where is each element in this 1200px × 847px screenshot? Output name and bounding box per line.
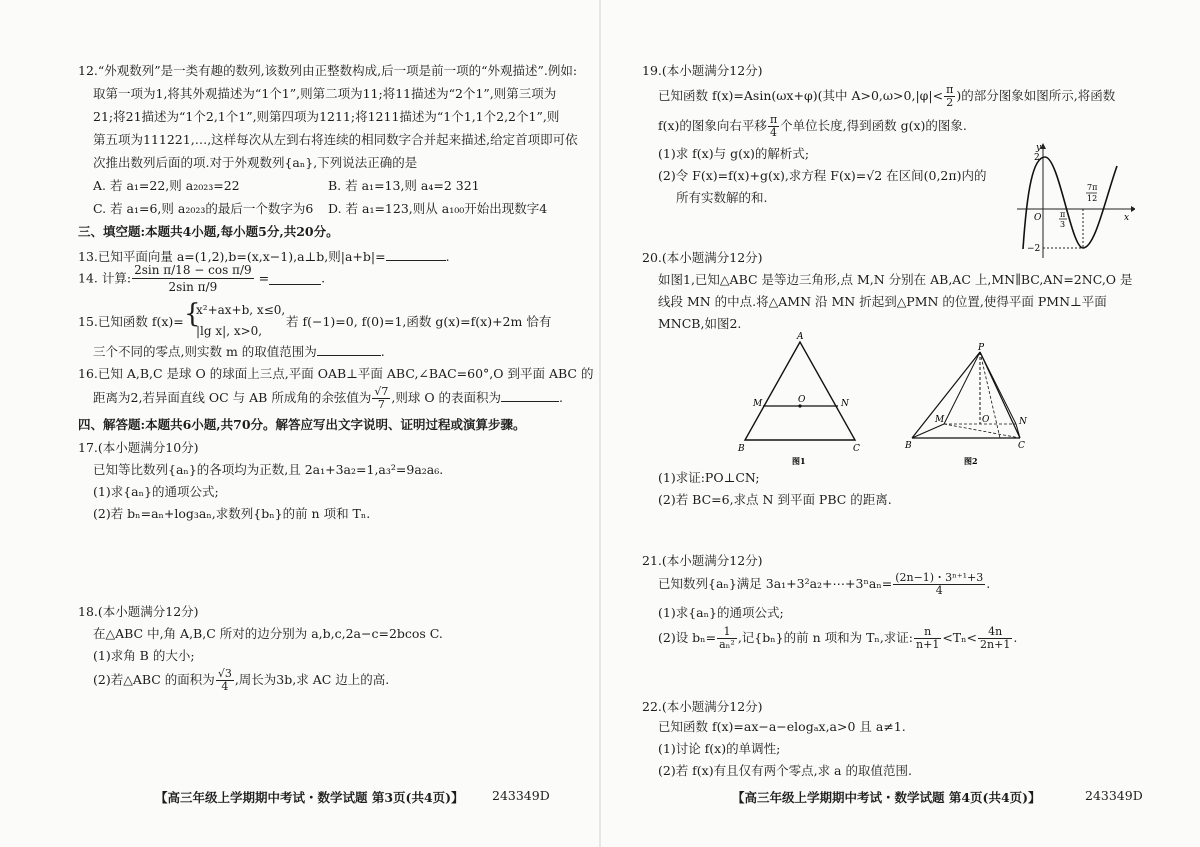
graph-tick1-num: π	[1060, 210, 1066, 219]
q18-line2: (1)求角 B 的大小;	[93, 648, 195, 663]
q20-figure-1	[735, 330, 865, 465]
q21-frac-lower-num: n	[914, 626, 941, 639]
q13-text: 13.已知平面向量 a=(1,2),b=(x,x−1),a⊥b,则|a+b|=	[78, 249, 386, 264]
graph-tick2-num: 7π	[1087, 183, 1098, 192]
q16-line1: 16.已知 A,B,C 是球 O 的球面上三点,平面 OAB⊥平面 ABC,∠BAC=60°,O 到平面 ABC 的	[78, 366, 594, 381]
q13: 13.已知平面向量 a=(1,2),b=(x,x−1),a⊥b,则|a+b|= .	[78, 249, 450, 264]
q19-sine-graph	[1015, 140, 1135, 260]
graph-y-bottom: −2	[1027, 244, 1041, 254]
q19-line2-end: 个单位长度,得到函数 g(x)的图象.	[780, 118, 967, 133]
q17-line3: (2)若 bₙ=aₙ+log₃aₙ,求数列{bₙ}的前 n 项和 Tₙ.	[93, 506, 371, 521]
q18-line3	[93, 668, 389, 693]
q18-line1: 在△ABC 中,角 A,B,C 所对的边分别为 a,b,c,2a−c=2bcos C.	[93, 626, 443, 641]
right-exam-code: 243349D	[1085, 788, 1143, 803]
q22-part1: (1)讨论 f(x)的单调性;	[658, 741, 781, 756]
q17-line1: 已知等比数列{aₙ}的各项均为正数,且 2a₁+3a₂=1,a₃²=9a₂a₆.	[93, 462, 444, 477]
section-4-heading: 四、解答题:本题共6小题,共70分。解答应写出文字说明、证明过程或演算步骤。	[78, 417, 526, 432]
edge-pm	[944, 352, 980, 424]
q16-line2-text: 距离为2,若异面直线 OC 与 AB 所成角的余弦值为	[93, 390, 372, 405]
fig2-caption: 图2	[964, 456, 978, 465]
q14-fraction	[132, 262, 254, 295]
dash-mc	[944, 424, 1020, 438]
q19-frac2	[768, 114, 779, 139]
graph-tick1-den: 3	[1060, 220, 1066, 229]
q21-frac-upper	[978, 626, 1012, 651]
q16-frac-den: 7	[377, 398, 385, 411]
fig1-label-o: O	[798, 395, 806, 405]
q21-frac-lower-den: n+1	[916, 638, 940, 651]
q22-part2: (2)若 f(x)有且仅有两个零点,求 a 的取值范围.	[658, 763, 912, 778]
fig2-label-c: C	[1018, 441, 1025, 451]
q12-option-b: B. 若 a₁=13,则 a₄=2 321	[328, 178, 480, 193]
triangle-abc	[745, 342, 855, 440]
fig2-label-n: N	[1019, 417, 1027, 427]
q18-line3-end: ,周长为3b,求 AC 边上的高.	[234, 672, 390, 687]
q21-part2-ineq: <Tₙ<	[942, 630, 978, 645]
q20-figure-2	[902, 340, 1037, 465]
graph-x-label: x	[1124, 213, 1130, 223]
q14-label: 14. 计算:	[78, 270, 132, 286]
q12-line2: 取第一项为1,将其外观描述为“1个1”,则第二项为11;将11描述为“2个1”,则第三项为	[93, 86, 557, 101]
q12-line4: 第五项为111221,…,这样每次从左到右将连续的相同数字合并起来描述,给定首项即可依	[93, 132, 578, 147]
q19-frac1	[944, 84, 955, 109]
q22-line1: 已知函数 f(x)=ax−a−elogₐx,a>0 且 a≠1.	[658, 719, 906, 734]
fig1-label-m: M	[753, 399, 763, 409]
q16-line2-end: ,则球 O 的表面积为	[391, 390, 502, 405]
q17-line2: (1)求{aₙ}的通项公式;	[93, 484, 219, 499]
q14-numerator: 2sin π/18 − cos π/9	[134, 263, 252, 277]
q18-line3-text: (2)若△ABC 的面积为	[93, 672, 215, 687]
q19-line1-end: )的部分图象如图所示,将函数	[956, 88, 1116, 103]
q20-part2: (2)若 BC=6,求点 N 到平面 PBC 的距离.	[658, 492, 892, 507]
edge-pb	[912, 352, 980, 438]
q21-frac-b-den: aₙ²	[719, 638, 735, 651]
q15-line2-text: 三个不同的零点,则实数 m 的取值范围为	[93, 344, 317, 359]
q19-line3: (1)求 f(x)与 g(x)的解析式;	[658, 146, 810, 161]
graph-y-label: y	[1036, 143, 1042, 153]
q15-label: 15.已知函数 f(x)=	[78, 314, 184, 329]
graph-y-top: 2	[1034, 153, 1040, 163]
q17-heading: 17.(本小题满分10分)	[78, 440, 199, 455]
q14-blank	[269, 272, 321, 285]
q21-heading: 21.(本小题满分12分)	[642, 553, 763, 568]
left-footer: 【高三年级上学期期中考试・数学试题 第3页(共4页)】	[155, 790, 464, 805]
q18-heading: 18.(本小题满分12分)	[78, 604, 199, 619]
q19-line2-text: f(x)的图象向右平移	[658, 118, 767, 133]
q19-frac2-num: π	[769, 113, 778, 126]
q14: 14. 计算: $\frac{\text{2sin π/18 − cos π/9}}{\text{2sin π/9}}$ = .	[78, 263, 326, 294]
dash-line	[980, 352, 1000, 438]
q21-frac-b-num: 1	[717, 626, 737, 639]
q18-frac-num: √3	[217, 667, 232, 680]
q21-part2	[658, 626, 1017, 651]
q18-frac-den: 4	[221, 680, 229, 693]
q19-line1	[658, 84, 1115, 109]
q20-part1: (1)求证:PO⊥CN;	[658, 470, 760, 485]
q16-blank	[501, 389, 559, 402]
q12-line5: 次推出数列后面的项.对于外观数列{aₙ},下列说法正确的是	[93, 155, 418, 170]
q19-frac2-den: 4	[770, 126, 778, 139]
q21-line1-text: 已知数列{aₙ}满足 3a₁+3²a₂+⋯+3ⁿaₙ=	[658, 576, 893, 591]
fig1-label-b: B	[738, 444, 745, 454]
q21-part2-text: (2)设 bₙ=	[658, 630, 717, 645]
right-page	[600, 0, 1200, 847]
q13-blank	[386, 248, 446, 261]
graph-origin: O	[1034, 213, 1042, 223]
q18-fraction	[216, 668, 234, 693]
q21-frac-upper-num: 4n	[978, 626, 1012, 639]
q21-frac1-den: 4	[935, 584, 943, 597]
fig1-caption: 图1	[792, 456, 806, 465]
q19-line2	[658, 114, 967, 139]
q16-fraction	[372, 386, 390, 411]
q15-blank	[317, 343, 381, 356]
q20-line2: 线段 MN 的中点.将△AMN 沿 MN 折起到△PMN 的位置,使得平面 PMN⊥平面	[658, 294, 1107, 309]
q12-option-d: D. 若 a₁=123,则从 a₁₀₀开始出现数字4	[328, 201, 548, 216]
q12-option-a: A. 若 a₁=22,则 a₂₀₂₃=22	[93, 178, 240, 193]
edge-pn	[980, 352, 1016, 424]
q21-frac-b	[717, 626, 737, 651]
fig2-label-b: B	[905, 441, 912, 451]
q21-frac-lower	[914, 626, 941, 651]
q15-brace: {	[184, 299, 201, 329]
q19-frac1-den: 2	[946, 96, 954, 109]
q21-frac-upper-den: 2n+1	[980, 638, 1011, 651]
q16-line2: 距离为2,若异面直线 OC 与 AB 所成角的余弦值为 $\frac{√7}{7}$ ,则球 O 的表面积为 .	[93, 385, 564, 411]
q20-line1: 如图1,已知△ABC 是等边三角形,点 M,N 分别在 AB,AC 上,MN∥BC,AN=2NC,O 是	[658, 272, 1133, 287]
q12-line3: 21;将21描述为“1个2,1个1”,则第四项为1211;将1211描述为“1个1,1个2,2个1”,则	[93, 109, 560, 124]
q21-frac1	[893, 572, 985, 597]
q12-option-c: C. 若 a₁=6,则 a₂₀₂₃的最后一个数字为6	[93, 201, 314, 216]
fig2-label-o: O	[982, 415, 990, 425]
q21-line1-end: .	[986, 576, 991, 591]
fig1-label-n: N	[841, 399, 849, 409]
q21-part1: (1)求{aₙ}的通项公式;	[658, 605, 784, 620]
section-3-heading: 三、填空题:本题共4小题,每小题5分,共20分。	[78, 224, 339, 239]
q19-line4: (2)令 F(x)=f(x)+g(x),求方程 F(x)=√2 在区间(0,2π)内的	[658, 168, 987, 183]
q15-case2: |lg x|, x>0,	[196, 324, 263, 338]
q21-part2-end: .	[1013, 630, 1018, 645]
right-footer: 【高三年级上学期期中考试・数学试题 第4页(共4页)】	[732, 790, 1041, 805]
q15-case1: x²+ax+b, x≤0,	[196, 303, 286, 317]
q21-line1	[658, 572, 990, 597]
q19-line1-text: 已知函数 f(x)=Asin(ωx+φ)(其中 A>0,ω>0,|φ|<	[658, 88, 944, 103]
x-axis-arrow	[1131, 206, 1135, 212]
q15-condition: 若 f(−1)=0, f(0)=1,函数 g(x)=f(x)+2m 恰有	[286, 314, 552, 329]
q21-part2-mid: ,记{bₙ}的前 n 项和为 Tₙ,求证:	[737, 630, 914, 645]
q19-heading: 19.(本小题满分12分)	[642, 63, 763, 78]
fig2-label-m: M	[935, 415, 945, 425]
fig1-label-a: A	[797, 332, 804, 342]
sine-curve	[1023, 157, 1117, 249]
fig2-label-p: P	[978, 343, 985, 353]
q21-frac1-num: (2n−1)・3ⁿ⁺¹+3	[895, 571, 984, 584]
q19-frac1-num: π	[946, 83, 954, 96]
fig1-label-c: C	[853, 444, 860, 454]
q14-denominator: 2sin π/9	[168, 280, 218, 294]
graph-tick2-den: 12	[1087, 194, 1098, 203]
q15-line2: 三个不同的零点,则实数 m 的取值范围为 .	[93, 344, 385, 359]
q20-line3: MNCB,如图2.	[658, 316, 742, 331]
q22-heading: 22.(本小题满分12分)	[642, 699, 763, 714]
q16-frac-num: √7	[374, 385, 389, 398]
q12-line1: 12.“外观数列”是一类有趣的数列,该数列由正整数构成,后一项是前一项的“外观描述”.例如:	[78, 63, 578, 78]
q20-heading: 20.(本小题满分12分)	[642, 250, 763, 265]
q19-line5: 所有实数解的和.	[676, 190, 768, 205]
left-exam-code: 243349D	[492, 788, 550, 803]
